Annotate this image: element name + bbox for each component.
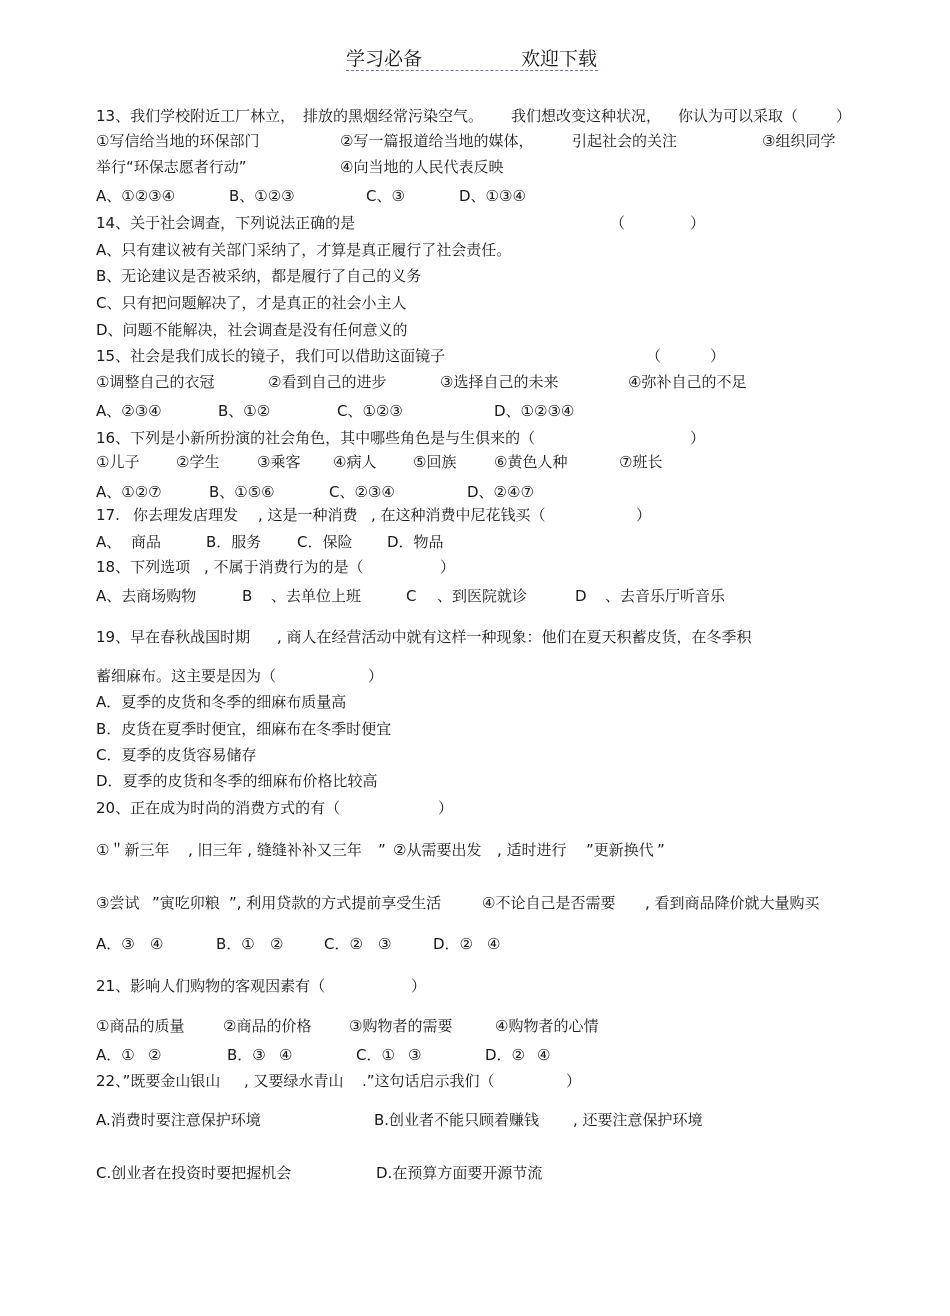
text-line-3-seg-1: B、①②③: [229, 187, 295, 205]
text-line-16-seg-3: C．保险: [297, 533, 353, 551]
text-line-26-seg-3: ②从需要出发: [393, 841, 482, 859]
text-line-15-seg-4: ）: [636, 506, 652, 524]
text-line-17-seg-1: , 不属于消费行为的是（: [204, 558, 364, 576]
text-line-0-seg-3: 你认为可以采取（: [678, 107, 799, 125]
text-line-31-seg-1: ②: [148, 1046, 162, 1064]
text-line-30-seg-1: ②商品的价格: [223, 1017, 312, 1035]
text-line-22-seg-0: B．皮货在夏季时便宜，细麻布在冬季时便宜: [96, 720, 392, 738]
text-line-26-seg-6: ”: [657, 841, 665, 859]
text-line-12-seg-1: ）: [690, 429, 706, 447]
text-line-4-seg-1: （: [610, 214, 626, 232]
text-line-13-seg-3: ④病人: [333, 453, 377, 471]
text-line-3-seg-3: D、①③④: [459, 187, 526, 205]
page-header: [0, 44, 950, 74]
text-line-0-seg-1: 排放的黑烟经常污染空气。: [303, 107, 484, 125]
text-line-11-seg-1: B、①②: [218, 402, 271, 420]
text-line-28-seg-3: ②: [270, 935, 284, 953]
text-line-1-seg-1: ②写一篇报道给当地的媒体，: [340, 132, 534, 150]
text-line-14-seg-1: B、①⑤⑥: [209, 483, 275, 501]
text-line-31-seg-2: B．③: [227, 1046, 266, 1064]
text-line-33-seg-2: , 还要注意保护环境: [573, 1111, 703, 1129]
text-line-14-seg-2: C、②③④: [329, 483, 395, 501]
text-line-21-seg-0: A．夏季的皮货和冬季的细麻布质量高: [96, 693, 347, 711]
text-line-30-seg-0: ①商品的质量: [96, 1017, 185, 1035]
text-line-18-seg-0: A、去商场购物: [96, 587, 197, 605]
text-line-16-seg-2: B．服务: [206, 533, 262, 551]
text-line-20-seg-0: 蓄细麻布。这主要是因为（: [96, 667, 277, 685]
text-line-14-seg-0: A、①②⑦: [96, 483, 162, 501]
text-line-4-seg-0: 14、关于社会调查，下列说法正确的是: [96, 214, 356, 232]
text-line-11-seg-2: C、①②③: [337, 402, 403, 420]
text-line-13-seg-1: ②学生: [176, 453, 220, 471]
text-line-13-seg-4: ⑤回族: [413, 453, 457, 471]
text-line-34-seg-0: C.创业者在投资时要把握机会: [96, 1164, 292, 1182]
text-line-32-seg-1: , 又要绿水青山: [244, 1072, 344, 1090]
text-line-10-seg-3: ④弥补自己的不足: [628, 373, 747, 391]
text-line-26-seg-1: , 旧三年 , 缝缝补补又三年: [188, 841, 362, 859]
text-line-31-seg-4: C．①: [356, 1046, 395, 1064]
text-line-30-seg-3: ④购物者的心情: [495, 1017, 599, 1035]
text-line-1-seg-2: 引起社会的关注: [572, 132, 678, 150]
text-line-29-seg-1: ）: [411, 977, 427, 995]
text-line-31-seg-7: ④: [537, 1046, 551, 1064]
text-line-15-seg-1: 你去理发店理发: [133, 506, 239, 524]
text-line-17-seg-0: 18、下列选项: [96, 558, 191, 576]
text-line-33-seg-1: B.创业者不能只顾着赚钱: [374, 1111, 540, 1129]
text-line-28-seg-7: ④: [487, 935, 501, 953]
text-line-28-seg-2: B．①: [216, 935, 255, 953]
text-line-20-seg-1: ）: [368, 667, 384, 685]
text-line-27-seg-4: , 看到商品降价就大量购买: [645, 894, 820, 912]
text-line-10-seg-0: ①调整自己的衣冠: [96, 373, 215, 391]
text-line-5-seg-0: A、只有建议被有关部门采纳了，才算是真正履行了社会责任。: [96, 241, 512, 259]
text-line-3-seg-2: C、③: [366, 187, 405, 205]
text-line-18-seg-6: 、去音乐厅听音乐: [605, 587, 726, 605]
text-line-0-seg-0: 13、我们学校附近工厂林立，: [96, 107, 296, 125]
text-line-18-seg-5: D: [575, 587, 587, 605]
text-line-27-seg-3: ④不论自己是否需要: [482, 894, 616, 912]
text-line-16-seg-1: 商品: [131, 533, 162, 551]
text-line-26-seg-0: ①＂新三年: [96, 841, 170, 859]
text-line-0-seg-4: ）: [836, 107, 852, 125]
text-line-30-seg-2: ③购物者的需要: [349, 1017, 453, 1035]
text-line-3-seg-0: A、①②③④: [96, 187, 176, 205]
text-line-14-seg-3: D、②④⑦: [467, 483, 534, 501]
text-line-32-seg-2: .”这句话启示我们（: [362, 1072, 495, 1090]
text-line-9-seg-1: （: [646, 347, 662, 365]
text-line-34-seg-1: D.在预算方面要开源节流: [376, 1164, 543, 1182]
text-line-31-seg-6: D．②: [485, 1046, 525, 1064]
text-line-15-seg-0: 17.: [96, 506, 120, 524]
text-line-11-seg-3: D、①②③④: [494, 402, 575, 420]
text-line-28-seg-4: C．②: [324, 935, 363, 953]
text-line-28-seg-1: ④: [150, 935, 164, 953]
text-line-33-seg-0: A.消费时要注意保护环境: [96, 1111, 261, 1129]
text-line-2-seg-0: 举行“环保志愿者行动”: [96, 158, 247, 176]
header-right-text: 欢迎下载: [521, 48, 598, 70]
text-line-8-seg-0: D、问题不能解决，社会调查是没有任何意义的: [96, 321, 408, 339]
text-line-18-seg-4: 、到医院就诊: [437, 587, 528, 605]
text-line-1-seg-0: ①写信给当地的环保部门: [96, 132, 260, 150]
text-line-6-seg-0: B、无论建议是否被采纳，都是履行了自己的义务: [96, 267, 422, 285]
text-line-31-seg-0: A．①: [96, 1046, 135, 1064]
text-line-13-seg-5: ⑥黄色人种: [494, 453, 568, 471]
text-line-7-seg-0: C、只有把问题解决了，才是真正的社会小主人: [96, 294, 407, 312]
text-line-9-seg-2: ）: [710, 347, 726, 365]
text-line-16-seg-4: D．物品: [387, 533, 444, 551]
text-line-10-seg-1: ②看到自己的进步: [268, 373, 387, 391]
text-line-19-seg-1: , 商人在经营活动中就有这样一种现象：他们在夏天积蓄皮货，在冬季积: [277, 628, 752, 646]
text-line-0-seg-2: 我们想改变这种状况，: [511, 107, 662, 125]
text-line-32-seg-0: 22、”既要金山银山: [96, 1072, 221, 1090]
text-line-13-seg-0: ①儿子: [96, 453, 140, 471]
text-line-15-seg-3: , 在这种消费中尼花钱买（: [371, 506, 546, 524]
text-line-26-seg-5: ”更新换代: [586, 841, 654, 859]
text-line-10-seg-2: ③选择自己的未来: [440, 373, 559, 391]
text-line-25-seg-1: ）: [438, 799, 454, 817]
text-line-23-seg-0: C．夏季的皮货容易储存: [96, 746, 257, 764]
text-line-27-seg-1: ”寅吃卯粮: [152, 894, 220, 912]
text-line-12-seg-0: 16、下列是小新所扮演的社会角色，其中哪些角色是与生俱来的（: [96, 429, 536, 447]
header-left-text: 学习必备: [346, 48, 423, 70]
text-line-29-seg-0: 21、影响人们购物的客观因素有（: [96, 977, 326, 995]
header-underline: [346, 70, 598, 71]
text-line-1-seg-3: ③组织同学: [762, 132, 836, 150]
text-line-16-seg-0: A、: [96, 533, 122, 551]
text-line-18-seg-3: C: [406, 587, 417, 605]
text-line-4-seg-2: ）: [690, 214, 706, 232]
text-line-18-seg-2: 、去单位上班: [271, 587, 362, 605]
text-line-11-seg-0: A、②③④: [96, 402, 162, 420]
text-line-24-seg-0: D．夏季的皮货和冬季的细麻布价格比较高: [96, 772, 378, 790]
text-line-17-seg-2: ）: [440, 558, 456, 576]
text-line-19-seg-0: 19、早在春秋战国时期: [96, 628, 251, 646]
text-line-28-seg-6: D．②: [433, 935, 473, 953]
text-line-27-seg-0: ③尝试: [96, 894, 140, 912]
text-line-18-seg-1: B: [242, 587, 253, 605]
text-line-26-seg-2: ”: [378, 841, 386, 859]
text-line-9-seg-0: 15、社会是我们成长的镜子，我们可以借助这面镜子: [96, 347, 446, 365]
text-line-31-seg-5: ③: [408, 1046, 422, 1064]
text-line-28-seg-0: A．③: [96, 935, 135, 953]
text-line-13-seg-2: ③乘客: [257, 453, 301, 471]
text-line-32-seg-3: ）: [566, 1072, 582, 1090]
text-line-28-seg-5: ③: [378, 935, 392, 953]
text-line-27-seg-2: ”, 利用贷款的方式提前享受生活: [229, 894, 442, 912]
text-line-13-seg-6: ⑦班长: [619, 453, 663, 471]
text-line-25-seg-0: 20、正在成为时尚的消费方式的有（: [96, 799, 341, 817]
text-line-2-seg-1: ④向当地的人民代表反映: [340, 158, 504, 176]
text-line-31-seg-3: ④: [279, 1046, 293, 1064]
text-line-15-seg-2: , 这是一种消费: [258, 506, 358, 524]
text-line-26-seg-4: , 适时进行: [497, 841, 567, 859]
